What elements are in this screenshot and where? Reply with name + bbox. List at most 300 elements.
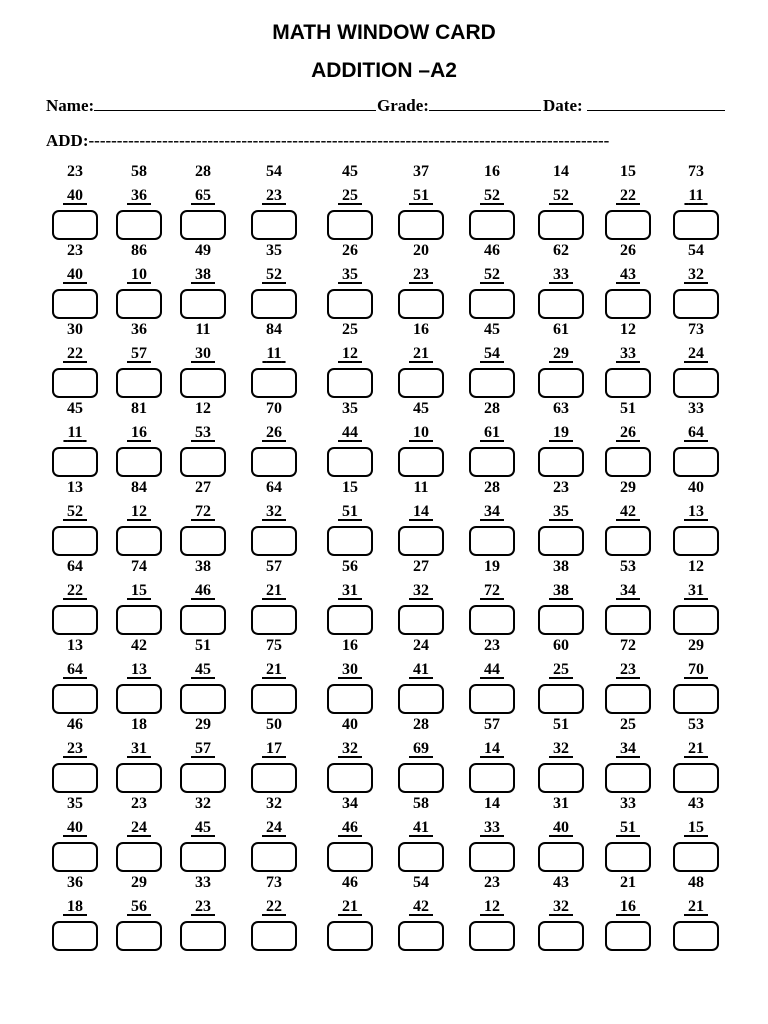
answer-box[interactable] — [52, 763, 98, 793]
addend-bottom: 32 — [342, 740, 358, 757]
addend-bottom: 12 — [484, 898, 500, 915]
answer-box[interactable] — [469, 447, 515, 477]
addend-bottom: 51 — [620, 819, 636, 836]
addend-bottom: 52 — [484, 187, 500, 204]
addend-bottom: 23 — [620, 661, 636, 678]
answer-box[interactable] — [605, 210, 651, 240]
addend-top: 14 — [553, 163, 569, 180]
addend-bottom: 32 — [553, 898, 569, 915]
answer-box[interactable] — [327, 763, 373, 793]
grade-label: Grade: — [377, 96, 429, 115]
addend-bottom: 21 — [688, 898, 704, 915]
addend-top: 35 — [342, 400, 358, 417]
addend-bottom: 64 — [688, 424, 704, 441]
answer-box[interactable] — [398, 763, 444, 793]
answer-box[interactable] — [251, 605, 297, 635]
addend-bottom: 33 — [484, 819, 500, 836]
addend-bottom: 16 — [131, 424, 147, 441]
addend-top: 46 — [484, 242, 500, 259]
addend-top: 70 — [266, 400, 282, 417]
answer-box[interactable] — [327, 921, 373, 951]
addend-top: 81 — [131, 400, 147, 417]
answer-box[interactable] — [538, 605, 584, 635]
addend-bottom: 31 — [342, 582, 358, 599]
addend-bottom: 12 — [342, 345, 358, 362]
addend-top: 28 — [195, 163, 211, 180]
answer-box[interactable] — [538, 447, 584, 477]
addend-top: 23 — [67, 242, 83, 259]
answer-box[interactable] — [52, 210, 98, 240]
name-label: Name: — [46, 96, 95, 115]
addend-top: 51 — [620, 400, 636, 417]
addend-top: 45 — [342, 163, 358, 180]
addend-top: 36 — [131, 321, 147, 338]
answer-box[interactable] — [398, 210, 444, 240]
addend-top: 33 — [620, 795, 636, 812]
addend-bottom: 18 — [67, 898, 83, 915]
worksheet-title: MATH WINDOW CARD — [272, 21, 496, 44]
answer-box[interactable] — [605, 289, 651, 319]
addend-top: 12 — [620, 321, 636, 338]
answer-box[interactable] — [469, 368, 515, 398]
addend-bottom: 10 — [131, 266, 147, 283]
addend-bottom: 32 — [266, 503, 282, 520]
addend-top: 54 — [266, 163, 282, 180]
answer-box[interactable] — [605, 763, 651, 793]
addend-top: 45 — [67, 400, 83, 417]
answer-box[interactable] — [538, 684, 584, 714]
answer-box[interactable] — [116, 763, 162, 793]
answer-box[interactable] — [116, 684, 162, 714]
answer-box[interactable] — [469, 842, 515, 872]
addend-bottom: 40 — [553, 819, 569, 836]
answer-box[interactable] — [327, 684, 373, 714]
addend-bottom: 61 — [484, 424, 500, 441]
answer-box[interactable] — [180, 210, 226, 240]
addend-top: 14 — [484, 795, 500, 812]
answer-box[interactable] — [180, 763, 226, 793]
answer-box[interactable] — [180, 842, 226, 872]
answer-box[interactable] — [398, 289, 444, 319]
addend-top: 19 — [484, 558, 500, 575]
answer-box[interactable] — [398, 526, 444, 556]
addend-top: 28 — [484, 479, 500, 496]
addend-bottom: 35 — [342, 266, 358, 283]
addend-top: 56 — [342, 558, 358, 575]
addend-top: 20 — [413, 242, 429, 259]
answer-box[interactable] — [605, 842, 651, 872]
addend-top: 45 — [413, 400, 429, 417]
answer-box[interactable] — [398, 447, 444, 477]
answer-box[interactable] — [327, 368, 373, 398]
answer-box[interactable] — [673, 842, 719, 872]
addend-bottom: 22 — [620, 187, 636, 204]
addend-bottom: 56 — [131, 898, 147, 915]
answer-box[interactable] — [251, 842, 297, 872]
addend-top: 23 — [131, 795, 147, 812]
answer-box[interactable] — [469, 289, 515, 319]
answer-box[interactable] — [251, 368, 297, 398]
addend-top: 37 — [413, 163, 429, 180]
addend-bottom: 52 — [67, 503, 83, 520]
answer-box[interactable] — [673, 368, 719, 398]
addend-top: 12 — [688, 558, 704, 575]
worksheet-subtitle: ADDITION –A2 — [311, 59, 457, 82]
answer-box[interactable] — [116, 842, 162, 872]
addend-top: 23 — [67, 163, 83, 180]
addend-top: 48 — [688, 874, 704, 891]
addend-bottom: 42 — [620, 503, 636, 520]
addend-bottom: 53 — [195, 424, 211, 441]
addend-bottom: 69 — [413, 740, 429, 757]
addend-bottom: 40 — [67, 266, 83, 283]
addend-bottom: 21 — [342, 898, 358, 915]
addend-bottom: 46 — [195, 582, 211, 599]
answer-box[interactable] — [180, 447, 226, 477]
addend-bottom: 57 — [195, 740, 211, 757]
answer-box[interactable] — [116, 921, 162, 951]
addend-top: 60 — [553, 637, 569, 654]
answer-box[interactable] — [52, 368, 98, 398]
answer-box[interactable] — [52, 447, 98, 477]
addend-bottom: 14 — [413, 503, 429, 520]
addend-top: 73 — [266, 874, 282, 891]
answer-box[interactable] — [327, 447, 373, 477]
addend-top: 33 — [195, 874, 211, 891]
answer-box[interactable] — [538, 763, 584, 793]
answer-box[interactable] — [180, 684, 226, 714]
addend-bottom: 11 — [67, 424, 83, 441]
addend-top: 62 — [553, 242, 569, 259]
addend-top: 25 — [342, 321, 358, 338]
answer-box[interactable] — [116, 289, 162, 319]
addend-bottom: 22 — [67, 582, 83, 599]
answer-box[interactable] — [180, 526, 226, 556]
addend-top: 32 — [195, 795, 211, 812]
addend-bottom: 30 — [195, 345, 211, 362]
answer-box[interactable] — [398, 605, 444, 635]
addend-top: 26 — [342, 242, 358, 259]
addend-top: 16 — [413, 321, 429, 338]
answer-box[interactable] — [251, 763, 297, 793]
answer-box[interactable] — [251, 921, 297, 951]
addend-bottom: 31 — [688, 582, 704, 599]
answer-box[interactable] — [327, 842, 373, 872]
addend-bottom: 51 — [413, 187, 429, 204]
addend-bottom: 32 — [553, 740, 569, 757]
answer-box[interactable] — [673, 526, 719, 556]
answer-box[interactable] — [398, 684, 444, 714]
addend-bottom: 54 — [484, 345, 500, 362]
addend-top: 34 — [342, 795, 358, 812]
answer-box[interactable] — [180, 289, 226, 319]
answer-box[interactable] — [605, 526, 651, 556]
addend-top: 15 — [342, 479, 358, 496]
addend-bottom: 17 — [266, 740, 282, 757]
addend-bottom: 51 — [342, 503, 358, 520]
addend-bottom: 72 — [484, 582, 500, 599]
answer-box[interactable] — [251, 526, 297, 556]
addend-bottom: 42 — [413, 898, 429, 915]
addend-bottom: 21 — [266, 661, 282, 678]
addend-top: 73 — [688, 163, 704, 180]
addend-bottom: 23 — [195, 898, 211, 915]
addend-bottom: 44 — [342, 424, 358, 441]
addend-top: 72 — [620, 637, 636, 654]
answer-box[interactable] — [538, 526, 584, 556]
answer-box[interactable] — [327, 526, 373, 556]
addend-bottom: 46 — [342, 819, 358, 836]
addend-top: 57 — [484, 716, 500, 733]
addend-top: 21 — [620, 874, 636, 891]
addend-bottom: 32 — [413, 582, 429, 599]
answer-box[interactable] — [673, 447, 719, 477]
addend-top: 28 — [413, 716, 429, 733]
answer-box[interactable] — [398, 368, 444, 398]
addend-top: 54 — [413, 874, 429, 891]
addend-top: 61 — [553, 321, 569, 338]
addend-bottom: 11 — [688, 187, 704, 204]
answer-box[interactable] — [116, 605, 162, 635]
addend-top: 35 — [266, 242, 282, 259]
answer-box[interactable] — [469, 526, 515, 556]
addend-top: 40 — [342, 716, 358, 733]
addend-top: 11 — [413, 479, 429, 496]
addend-top: 29 — [131, 874, 147, 891]
answer-box[interactable] — [398, 921, 444, 951]
addend-bottom: 45 — [195, 661, 211, 678]
addend-top: 25 — [620, 716, 636, 733]
addend-bottom: 24 — [266, 819, 282, 836]
addend-top: 40 — [688, 479, 704, 496]
answer-box[interactable] — [673, 289, 719, 319]
addend-bottom: 34 — [484, 503, 500, 520]
addend-top: 43 — [688, 795, 704, 812]
answer-box[interactable] — [605, 447, 651, 477]
answer-box[interactable] — [469, 210, 515, 240]
addend-bottom: 11 — [266, 345, 282, 362]
addend-bottom: 52 — [266, 266, 282, 283]
addend-top: 51 — [553, 716, 569, 733]
date-label: Date: — [543, 96, 583, 115]
addend-bottom: 31 — [131, 740, 147, 757]
addend-top: 38 — [553, 558, 569, 575]
addend-bottom: 13 — [688, 503, 704, 520]
addend-bottom: 23 — [413, 266, 429, 283]
addend-top: 16 — [484, 163, 500, 180]
addend-bottom: 64 — [67, 661, 83, 678]
addend-top: 23 — [484, 637, 500, 654]
addend-bottom: 24 — [688, 345, 704, 362]
addend-top: 43 — [553, 874, 569, 891]
answer-box[interactable] — [605, 921, 651, 951]
answer-box[interactable] — [538, 921, 584, 951]
answer-box[interactable] — [327, 210, 373, 240]
addend-top: 46 — [342, 874, 358, 891]
addend-top: 30 — [67, 321, 83, 338]
addend-bottom: 30 — [342, 661, 358, 678]
answer-box[interactable] — [673, 210, 719, 240]
answer-box[interactable] — [673, 921, 719, 951]
addend-bottom: 16 — [620, 898, 636, 915]
add-instruction: ADD:-------------------------------------------------------------------------------------------- — [46, 131, 610, 150]
addend-bottom: 29 — [553, 345, 569, 362]
answer-box[interactable] — [52, 684, 98, 714]
addend-top: 27 — [413, 558, 429, 575]
addend-bottom: 19 — [553, 424, 569, 441]
addend-bottom: 65 — [195, 187, 211, 204]
addend-bottom: 23 — [67, 740, 83, 757]
addend-top: 12 — [195, 400, 211, 417]
addend-top: 53 — [620, 558, 636, 575]
addend-top: 46 — [67, 716, 83, 733]
addend-bottom: 26 — [620, 424, 636, 441]
addend-bottom: 34 — [620, 582, 636, 599]
addend-bottom: 22 — [266, 898, 282, 915]
addend-top: 29 — [195, 716, 211, 733]
addend-bottom: 33 — [620, 345, 636, 362]
answer-box[interactable] — [469, 684, 515, 714]
answer-box[interactable] — [116, 368, 162, 398]
answer-box[interactable] — [605, 684, 651, 714]
answer-box[interactable] — [469, 605, 515, 635]
answer-box[interactable] — [538, 368, 584, 398]
answer-box[interactable] — [52, 605, 98, 635]
addend-top: 54 — [688, 242, 704, 259]
addend-top: 58 — [131, 163, 147, 180]
answer-box[interactable] — [180, 368, 226, 398]
addend-top: 84 — [266, 321, 282, 338]
addend-bottom: 36 — [131, 187, 147, 204]
addend-top: 63 — [553, 400, 569, 417]
addend-top: 50 — [266, 716, 282, 733]
addend-top: 23 — [553, 479, 569, 496]
addend-top: 64 — [67, 558, 83, 575]
addend-bottom: 40 — [67, 187, 83, 204]
answer-box[interactable] — [251, 210, 297, 240]
answer-box[interactable] — [251, 447, 297, 477]
answer-box[interactable] — [116, 526, 162, 556]
addend-top: 49 — [195, 242, 211, 259]
addend-bottom: 34 — [620, 740, 636, 757]
answer-box[interactable] — [327, 289, 373, 319]
addend-top: 42 — [131, 637, 147, 654]
answer-box[interactable] — [605, 605, 651, 635]
addend-top: 13 — [67, 479, 83, 496]
addend-bottom: 13 — [131, 661, 147, 678]
addend-bottom: 14 — [484, 740, 500, 757]
answer-box[interactable] — [52, 289, 98, 319]
addend-top: 84 — [131, 479, 147, 496]
answer-box[interactable] — [180, 605, 226, 635]
addend-top: 16 — [342, 637, 358, 654]
answer-box[interactable] — [116, 447, 162, 477]
addend-top: 74 — [131, 558, 147, 575]
addend-bottom: 57 — [131, 345, 147, 362]
addend-bottom: 12 — [131, 503, 147, 520]
addend-bottom: 44 — [484, 661, 500, 678]
addend-top: 18 — [131, 716, 147, 733]
addend-bottom: 10 — [413, 424, 429, 441]
addend-bottom: 72 — [195, 503, 211, 520]
addend-top: 57 — [266, 558, 282, 575]
answer-box[interactable] — [251, 289, 297, 319]
answer-box[interactable] — [469, 763, 515, 793]
addend-bottom: 32 — [688, 266, 704, 283]
addend-top: 11 — [195, 321, 211, 338]
addend-top: 33 — [688, 400, 704, 417]
addend-top: 32 — [266, 795, 282, 812]
addend-bottom: 26 — [266, 424, 282, 441]
addend-top: 23 — [484, 874, 500, 891]
addend-top: 28 — [484, 400, 500, 417]
answer-box[interactable] — [673, 763, 719, 793]
addend-top: 73 — [688, 321, 704, 338]
addend-bottom: 21 — [266, 582, 282, 599]
addend-bottom: 25 — [342, 187, 358, 204]
addend-bottom: 52 — [484, 266, 500, 283]
answer-box[interactable] — [52, 842, 98, 872]
addend-bottom: 15 — [688, 819, 704, 836]
answer-box[interactable] — [538, 289, 584, 319]
answer-box[interactable] — [251, 684, 297, 714]
answer-box[interactable] — [538, 842, 584, 872]
addend-top: 24 — [413, 637, 429, 654]
addend-bottom: 15 — [131, 582, 147, 599]
addend-top: 64 — [266, 479, 282, 496]
addend-top: 29 — [620, 479, 636, 496]
addend-bottom: 22 — [67, 345, 83, 362]
addend-top: 45 — [484, 321, 500, 338]
addend-bottom: 23 — [266, 187, 282, 204]
addend-bottom: 38 — [553, 582, 569, 599]
addend-bottom: 21 — [688, 740, 704, 757]
answer-box[interactable] — [180, 921, 226, 951]
addend-top: 31 — [553, 795, 569, 812]
answer-box[interactable] — [469, 921, 515, 951]
addend-top: 51 — [195, 637, 211, 654]
addend-bottom: 35 — [553, 503, 569, 520]
addend-top: 58 — [413, 795, 429, 812]
answer-box[interactable] — [673, 605, 719, 635]
answer-box[interactable] — [327, 605, 373, 635]
addend-bottom: 24 — [131, 819, 147, 836]
addend-top: 53 — [688, 716, 704, 733]
answer-box[interactable] — [538, 210, 584, 240]
addend-bottom: 41 — [413, 819, 429, 836]
addend-bottom: 52 — [553, 187, 569, 204]
answer-box[interactable] — [52, 526, 98, 556]
addend-top: 36 — [67, 874, 83, 891]
addend-top: 15 — [620, 163, 636, 180]
answer-box[interactable] — [398, 842, 444, 872]
addend-top: 38 — [195, 558, 211, 575]
addend-bottom: 41 — [413, 661, 429, 678]
addend-top: 26 — [620, 242, 636, 259]
answer-box[interactable] — [116, 210, 162, 240]
addend-bottom: 25 — [553, 661, 569, 678]
answer-box[interactable] — [605, 368, 651, 398]
addend-top: 29 — [688, 637, 704, 654]
addend-top: 27 — [195, 479, 211, 496]
addend-bottom: 40 — [67, 819, 83, 836]
addend-bottom: 70 — [688, 661, 704, 678]
answer-box[interactable] — [673, 684, 719, 714]
addend-top: 35 — [67, 795, 83, 812]
answer-box[interactable] — [52, 921, 98, 951]
addend-bottom: 21 — [413, 345, 429, 362]
addend-bottom: 38 — [195, 266, 211, 283]
